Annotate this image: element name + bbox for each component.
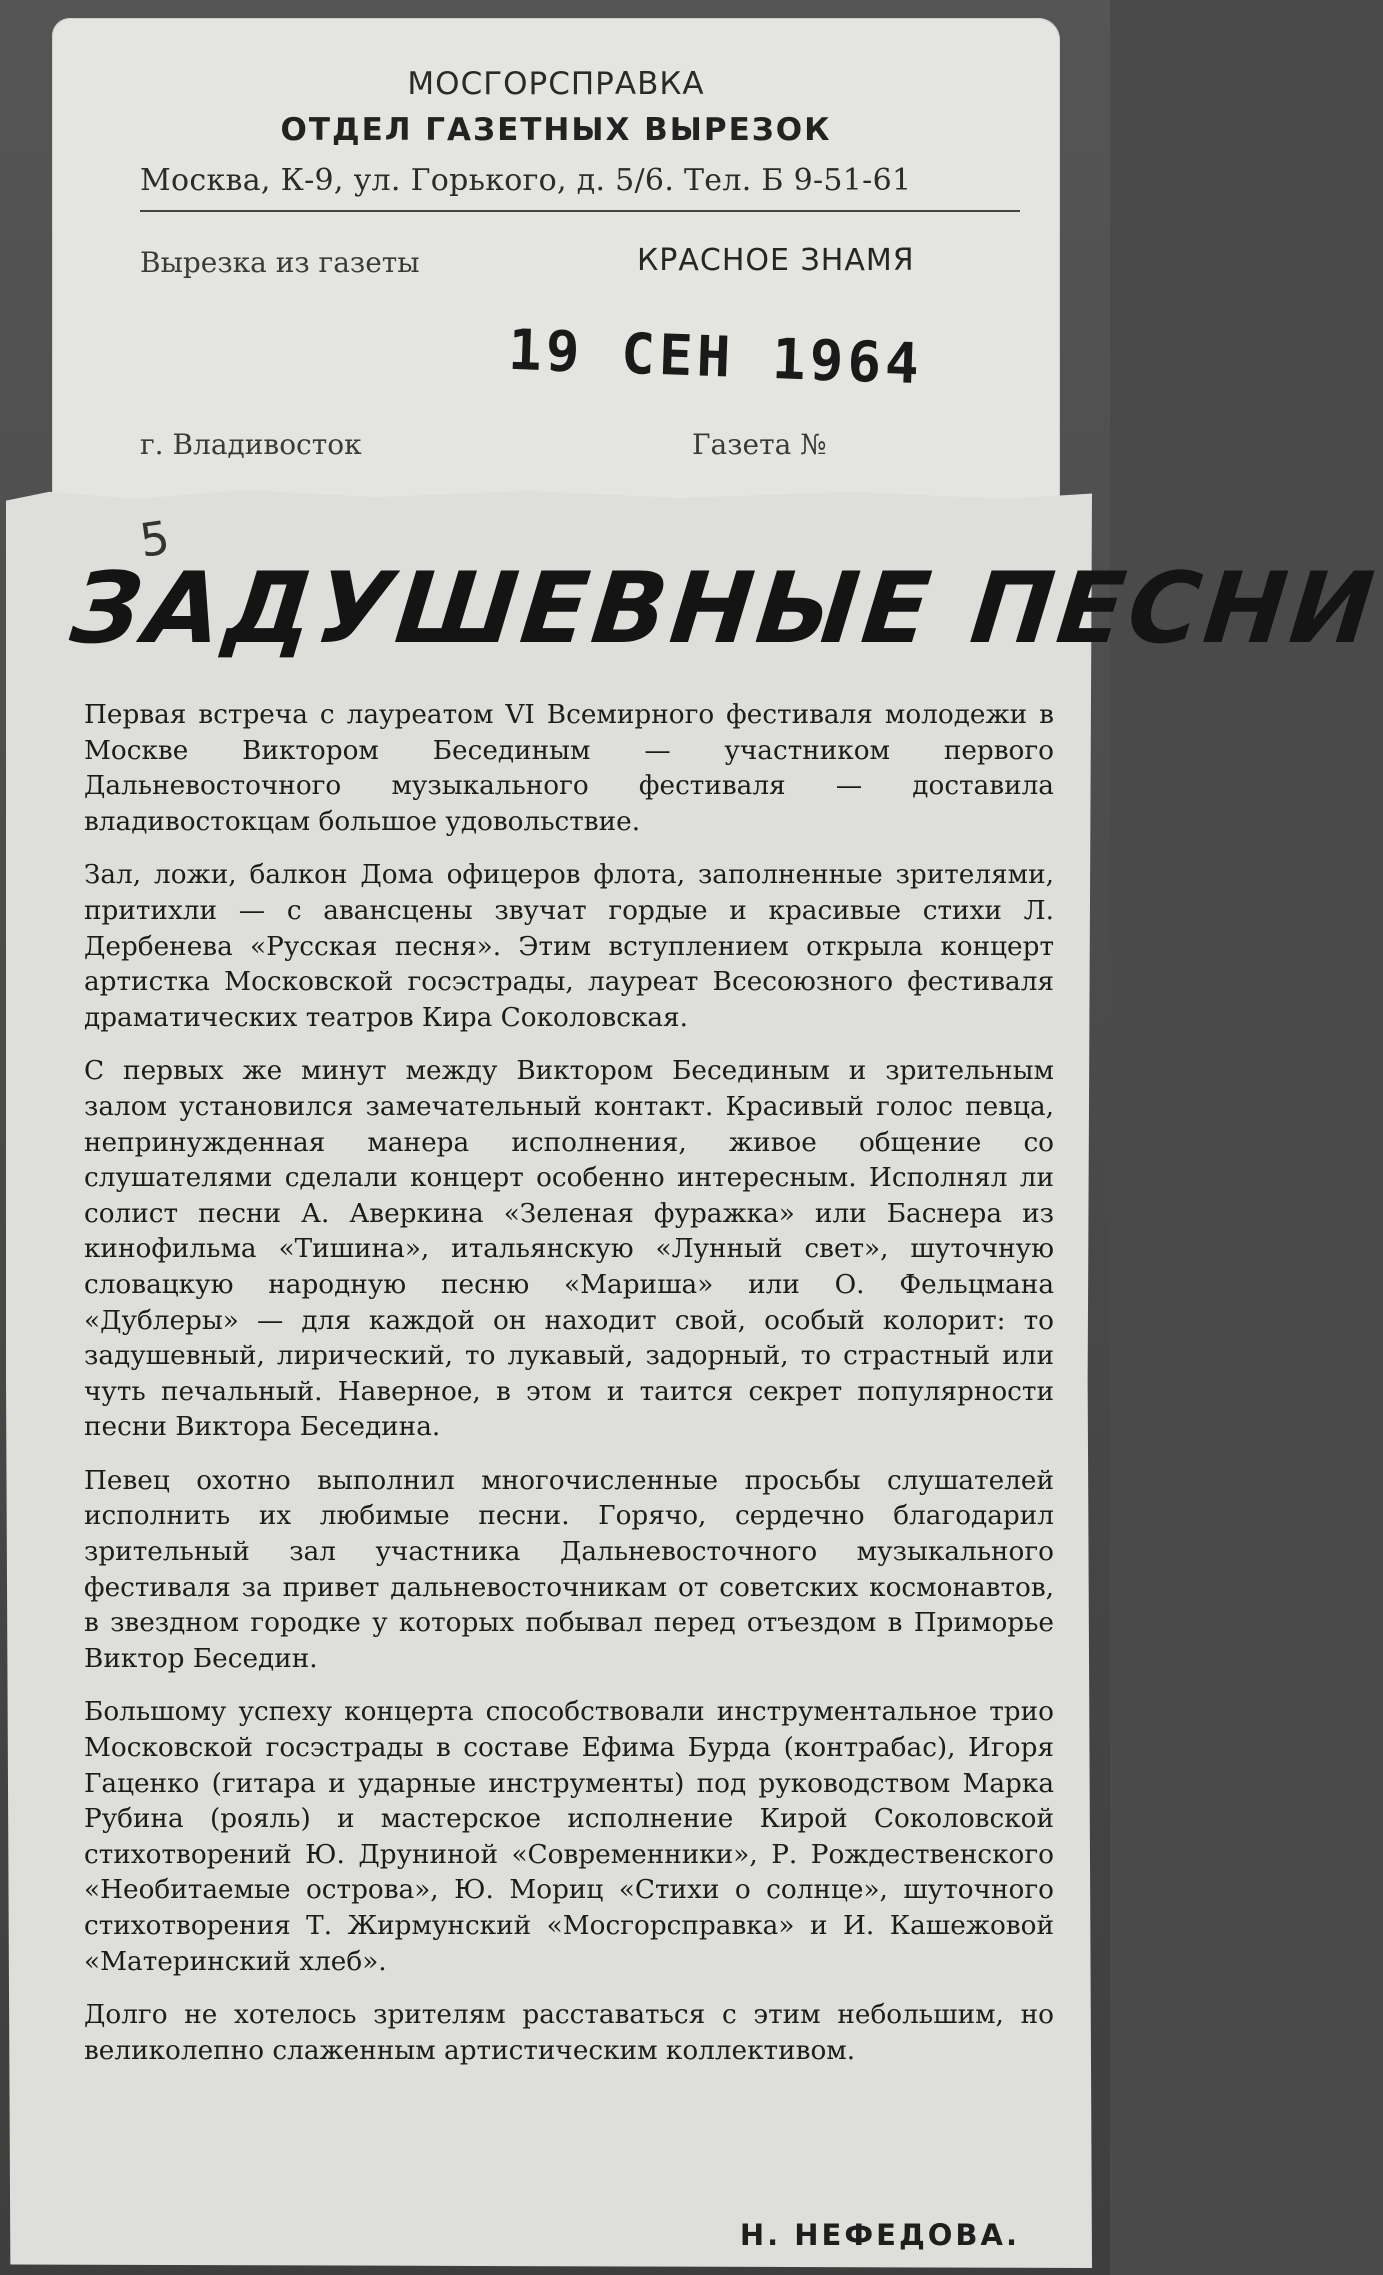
issue-number-label: Газета № xyxy=(692,428,827,461)
article-paragraph: Долго не хотелось зрителям расставаться с этим небольшим, но великолепно слаженным артистическим коллективом. xyxy=(84,2000,1054,2066)
article-paragraph: Зал, ложи, балкон Дома офицеров флота, заполненные зрителями, притихли — с авансцены звучат гордые и красивые стихи Л. Дербенева «Русская песня». Этим вступлением открыла концерт артистка Московской госэстрады, лауреат Всесоюзного фестиваля драматических театров Кира Соколовская. xyxy=(84,860,1054,1033)
clipping-bureau-slip xyxy=(52,18,1060,500)
clipping-from-label: Вырезка из газеты xyxy=(140,246,420,279)
slip-divider xyxy=(140,210,1020,212)
article-paragraph: Большому успеху концерта способствовали инструментальное трио Московской госэстрады в составе Ефима Бурда (контрабас), Игоря Гаценко (гитара и ударные инструменты) под руководством Марка Рубина (рояль) и мастерское исполнение Кирой Соколовской стихотворений Ю. Друниной «Современники», Р. Рождественского «Необитаемые острова», Ю. Мориц «Стихи о солнце», шуточного стихотворения Т. Жирмунский «Мосгорсправка» и И. Кашежовой «Материнский хлеб». xyxy=(84,1697,1054,1977)
department-name: ОТДЕЛ ГАЗЕТНЫХ ВЫРЕЗОК xyxy=(280,112,832,148)
newspaper-name: КРАСНОЕ ЗНАМЯ xyxy=(637,243,915,278)
article-paragraph: Певец охотно выполнил многочисленные просьбы слушателей исполнить их любимые песни. Горячо, сердечно благодарил зрительный зал участника Дальневосточного музыкального фестиваля за привет дальневосточникам от советских космонавтов, в звездном городке у которых побывал перед отъездом в Приморье Виктор Беседин. xyxy=(84,1465,1054,1674)
author-signature: Н. НЕФЕДОВА. xyxy=(739,2218,1020,2252)
article-paragraph: С первых же минут между Виктором Бесединым и зрительным залом установился замечательный контакт. Красивый голос певца, непринужденная манера исполнения, живое общение со слушателями сделали концерт особенно интересным. Исполнял ли солист песни А. Аверкина «Зеленая фуражка» или Баснера из кинофильма «Тишина», итальянскую «Лунный свет», шуточную словацкую народную песню «Мариша» или О. Фельцмана «Дублеры» — для каждой он находит свой, особый колорит: то задушевный, лирический, то лукавый, задорный, то страстный или чуть печальный. Наверное, в этом и таится секрет популярности песни Виктора Беседина. xyxy=(84,1056,1054,1443)
agency-name: МОСГОРСПРАВКА xyxy=(407,66,705,102)
article-body xyxy=(84,698,1054,2087)
date-stamp: 19 СЕН 1964 xyxy=(506,317,924,398)
handwritten-margin-mark: 5 xyxy=(136,510,173,568)
agency-address: Москва, К-9, ул. Горького, д. 5/6. Тел. Б 9-51-61 xyxy=(140,163,912,198)
article-paragraph: Первая встреча с лауреатом VI Всемирного фестиваля молодежи в Москве Виктором Бесединым — участником первого Дальневосточного музыкального фестиваля — доставила владивостокцам большое удовольствие. xyxy=(84,700,1054,837)
article-headline: ЗАДУШЕВНЫЕ ПЕСНИ xyxy=(66,552,1383,666)
city-label: г. Владивосток xyxy=(140,428,362,461)
